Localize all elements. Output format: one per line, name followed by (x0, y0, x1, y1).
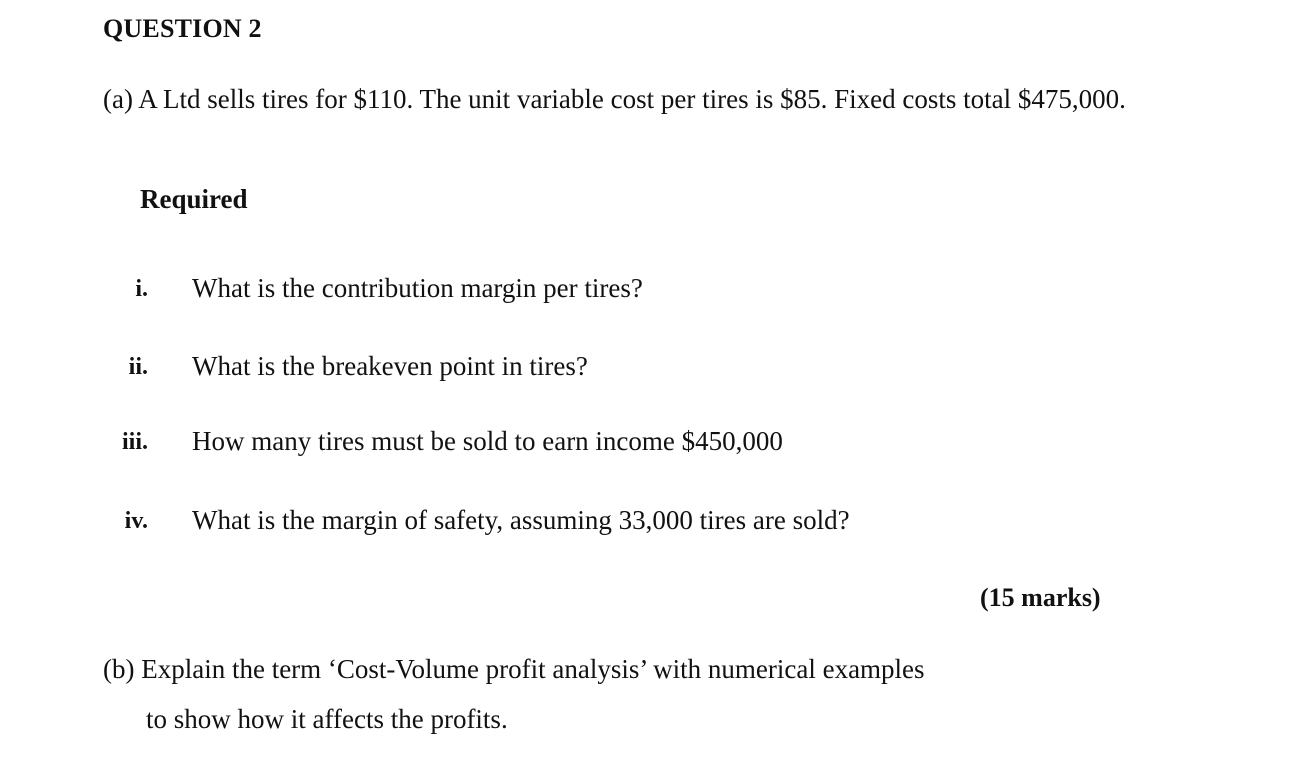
item-number-iv: iv. (124, 508, 148, 534)
item-number-iii: iii. (121, 429, 148, 455)
item-text-i: What is the contribution margin per tires? (192, 273, 643, 303)
part-b-line-1: (b) Explain the term ‘Cost-Volume profit analysis’ with numerical examples (103, 654, 925, 684)
item-number-ii: ii. (128, 354, 148, 380)
marks-label: (15 marks) (980, 583, 1101, 612)
item-text-iv: What is the margin of safety, assuming 33,000 tires are sold? (192, 505, 850, 535)
item-text-iii: How many tires must be sold to earn income $450,000 (192, 426, 783, 456)
part-a-statement: (a) A Ltd sells tires for $110. The unit variable cost per tires is $85. Fixed costs total $475,000. (103, 84, 1126, 114)
item-number-i: i. (135, 276, 148, 302)
required-label: Required (140, 184, 248, 214)
part-b-line-2: to show how it affects the profits. (146, 704, 508, 734)
item-text-ii: What is the breakeven point in tires? (192, 351, 588, 381)
question-heading: QUESTION 2 (103, 14, 262, 43)
